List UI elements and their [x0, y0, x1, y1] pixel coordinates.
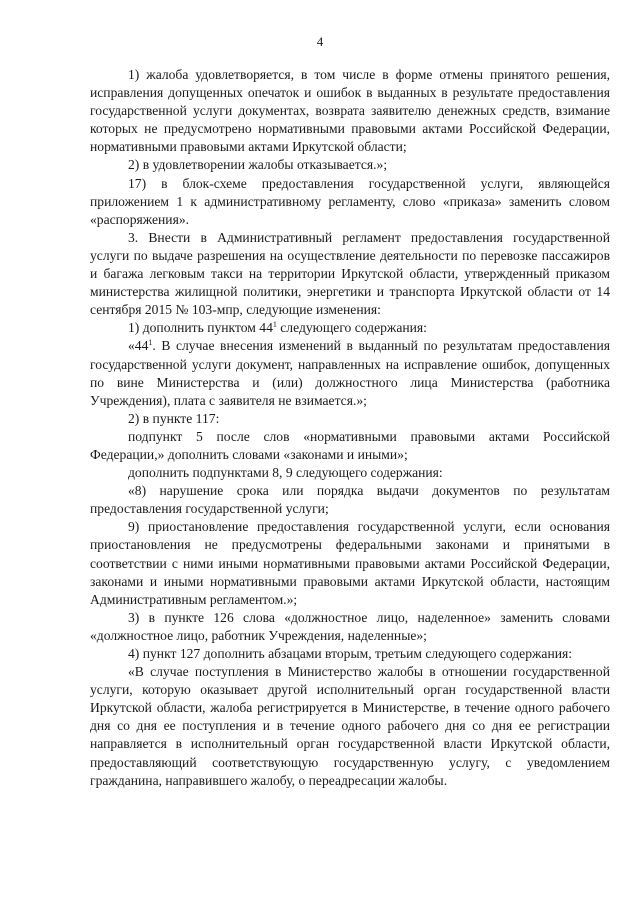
paragraph-point-117: 2) в пункте 117:: [128, 410, 220, 426]
document-body: [90, 66, 610, 790]
page-number: 4: [316, 34, 324, 49]
superscript: 1: [272, 320, 277, 330]
paragraph-item-17-block-scheme: 17) в блок-схеме предоставления государственной услуги, являющейся приложением 1 к административному регламенту, слово «приказа» заменить словом «распоряжения».: [90, 175, 610, 227]
paragraph-point-44-1-text: [90, 337, 610, 409]
paragraph-point-127: 4) пункт 127 дополнить абзацами вторым, третьим следующего содержания:: [128, 646, 573, 661]
paragraph-item-1-complaint-satisfied: 1) жалоба удовлетворяется, в том числе в форме отмены принятого решения, исправления допущенных опечаток и ошибок в выданных в результате предоставления государственной услуги документах, возврата заявителю денежных средств, взимание которых не предусмотрено нормативными правовыми актами Российской Федерации, нормативными правовыми актами Иркутской области;: [90, 67, 610, 155]
paragraph-subpoint-5: подпункт 5 после слов «нормативными правовыми актами Российской Федерации,» дополнить словами «законами и иными»;: [90, 428, 610, 462]
text-fragment: . В случае внесения изменений в выданный по результатам предоставления государственной услуги документ, направленных на исправление ошибок, допущенных по вине Министерства и (или) должностного лица Министерства (работника Учреждения), плата с заявителя не взимается.»;: [90, 338, 610, 408]
paragraph-subpoint-9: 9) приостановление предоставления государственной услуги, если основания приостановления не предусмотрены федеральными законами и принятыми в соответствии с ними иными нормативными правовыми актами Российской Федерации, законами и иными нормативными правовыми актами Иркутской области, настоящим Административным регламентом.»;: [90, 519, 610, 607]
paragraph-item-2-complaint-refused: 2) в удовлетворении жалобы отказывается.»;: [128, 157, 388, 173]
paragraph-section-3-amendments: 3. Внести в Административный регламент предоставления государственной услуги по выдаче разрешения на осуществление деятельности по перевозке пассажиров и багажа легковым такси на территории Иркутской области, утвержденный приказом министерства жилищной политики, энергетики и транспорта Иркутской области от 14 сентября 2015 № 103-мпр, следующие изменения:: [90, 229, 610, 318]
superscript: 1: [148, 338, 153, 348]
text-fragment: 1) дополнить пунктом 44: [128, 320, 273, 336]
paragraph-subpoint-8: «8) нарушение срока или порядка выдачи документов по результатам предоставления государственной услуги;: [90, 483, 610, 517]
paragraph-point-126: 3) в пункте 126 слова «должностное лицо, наделенное» заменить словами «должностное лицо, работник Учреждения, наделенные»;: [90, 609, 610, 643]
paragraph-complaint-redirect: «В случае поступления в Министерство жалобы в отношении государственной услуги, которую оказывает другой исполнительный орган государственной власти Иркутской области, жалоба регистрируется в Министерстве, в течение одного рабочего дня со дня ее поступления и в течение одного рабочего дня со дня ее регистрации направляется в исполнительный орган государственной власти Иркутской области, предоставляющий соответствующую государственную услугу, с уведомлением гражданина, направившего жалобу, о переадресации жалобы.: [90, 664, 610, 788]
paragraph-add-subpoints-8-9: дополнить подпунктами 8, 9 следующего содержания:: [128, 465, 443, 481]
text-fragment: следующего содержания:: [276, 320, 427, 336]
text-fragment: «44: [128, 338, 149, 354]
paragraph-add-point-44-1: [90, 319, 610, 337]
